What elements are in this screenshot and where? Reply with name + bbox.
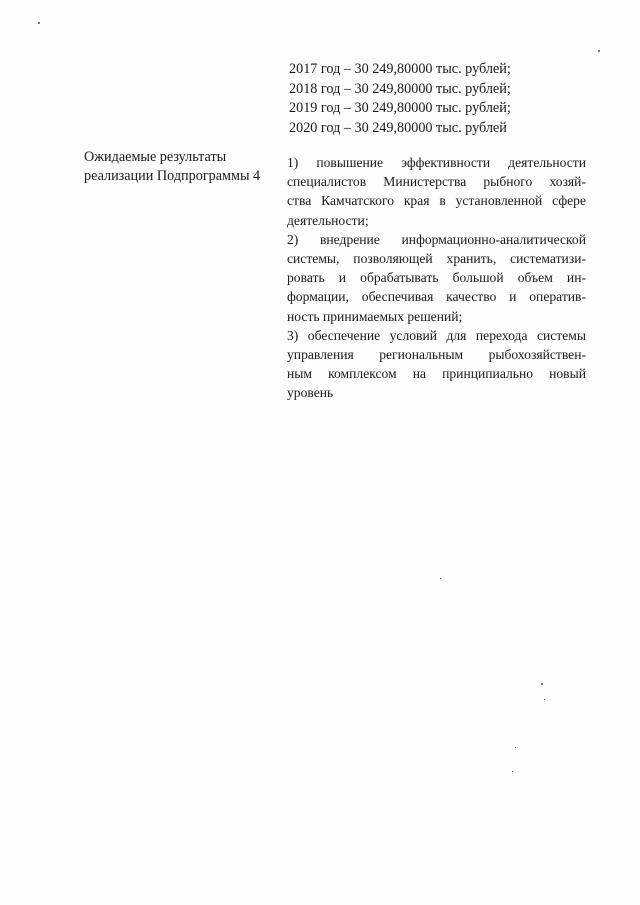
label-line-2: реализации Подпрограммы 4 xyxy=(84,168,261,184)
result-line: управления региональным рыбохозяйствен- xyxy=(287,347,586,363)
funding-line-2017: 2017 год – 30 249,80000 тыс. рублей; xyxy=(289,61,511,77)
scan-speck xyxy=(440,578,441,579)
result-line: уровень xyxy=(287,385,334,401)
result-line: ства Камчатского края в установленной сфере xyxy=(287,193,586,209)
scan-speck xyxy=(38,22,40,24)
scan-speck xyxy=(544,699,545,700)
scan-speck xyxy=(512,771,513,772)
funding-by-year xyxy=(289,60,511,138)
result-line: специалистов Министерства рыбного хозяй- xyxy=(287,174,586,190)
scan-speck xyxy=(515,747,516,748)
result-line: формации, обеспечивая качество и оператив- xyxy=(287,289,586,305)
result-line: ность принимаемых решений; xyxy=(287,308,463,324)
expected-results-text xyxy=(287,153,586,403)
expected-results-label xyxy=(84,148,274,186)
result-line: ным комплексом на принципиально новый xyxy=(287,366,586,382)
result-line: 1) повышение эффективности деятельности xyxy=(287,155,586,170)
result-line: деятельности; xyxy=(287,212,369,228)
funding-line-2020: 2020 год – 30 249,80000 тыс. рублей xyxy=(289,119,507,136)
scan-speck xyxy=(541,683,543,685)
label-line-1: Ожидаемые результаты xyxy=(84,149,227,165)
result-line: 2) внедрение информационно-аналитической xyxy=(287,231,586,247)
scan-speck xyxy=(598,50,600,52)
result-line: системы, позволяющей хранить, систематизи- xyxy=(287,251,586,267)
result-line: ровать и обрабатывать большой объем ин- xyxy=(287,270,586,286)
funding-line-2018: 2018 год – 30 249,80000 тыс. рублей; xyxy=(289,80,511,97)
funding-line-2019: 2019 год – 30 249,80000 тыс. рублей; xyxy=(289,100,511,116)
result-line: 3) обеспечение условий для перехода системы xyxy=(287,327,586,343)
